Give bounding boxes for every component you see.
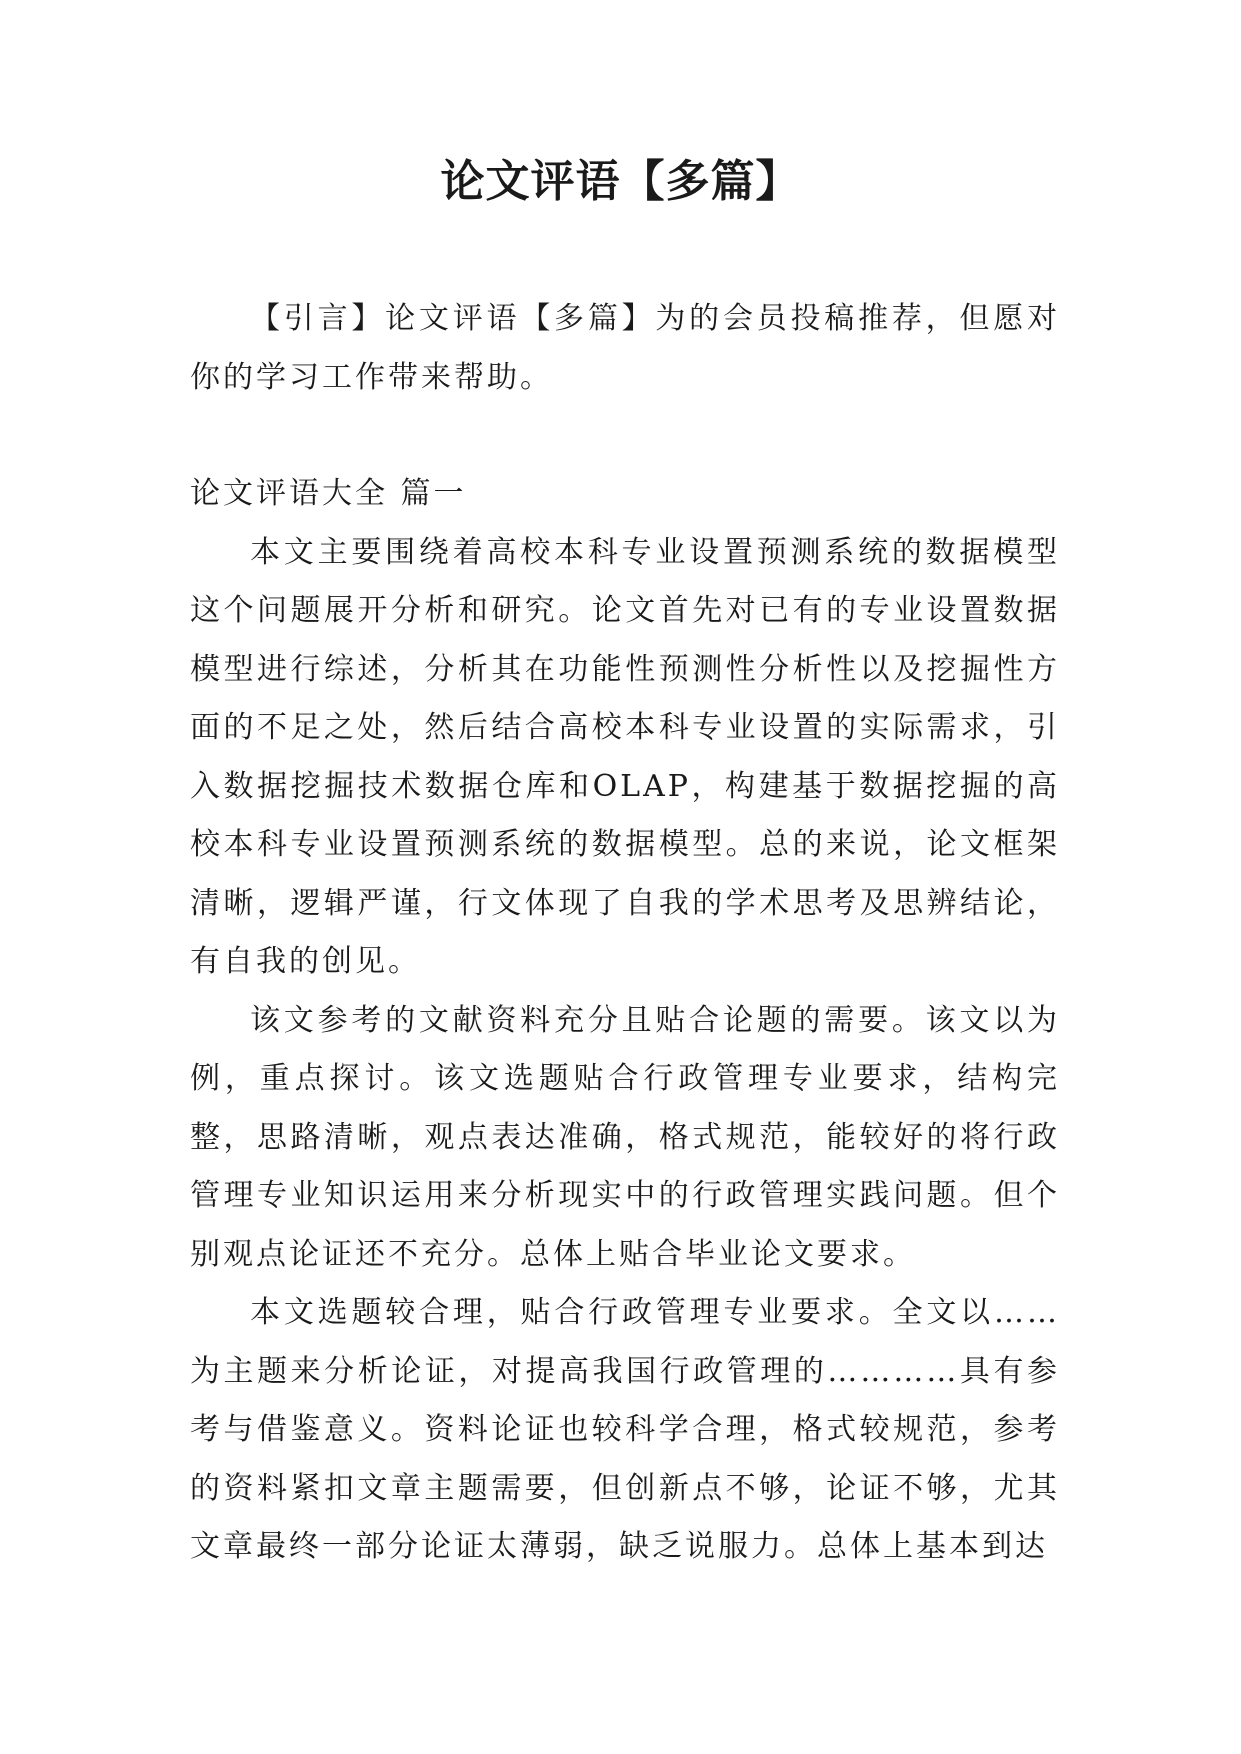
body-paragraph: 本文选题较合理，贴合行政管理专业要求。全文以……为主题来分析论证，对提高我国行政管理的…………具有参考与借鉴意义。资料论证也较科学合理，格式较规范，参考的资料紧扣文章主题需要，但创新点不够，论证不够，尤其文章最终一部分论证太薄弱，缺乏说服力。总体上基本到达 [190, 1295, 1060, 1564]
document-title: 论文评语【多篇】 [440, 156, 801, 207]
document-body [190, 290, 1060, 1577]
body-paragraph: 本文主要围绕着高校本科专业设置预测系统的数据模型这个问题展开分析和研究。论文首先对已有的专业设置数据模型进行综述，分析其在功能性预测性分析性以及挖掘性方面的不足之处，然后结合高校本科专业设置的实际需求，引入数据挖掘技术数据仓库和OLAP，构建基于数据挖掘的高校本科专业设置预测系统的数据模型。总的来说，论文框架清晰，逻辑严谨，行文体现了自我的学术思考及思辨结论，有自我的创见。 [190, 534, 1060, 979]
section-heading: 论文评语大全 篇一 [190, 476, 467, 511]
body-paragraph: 该文参考的文献资料充分且贴合论题的需要。该文以为例，重点探讨。该文选题贴合行政管理专业要求，结构完整，思路清晰，观点表达准确，格式规范，能较好的将行政管理专业知识运用来分析现实中的行政管理实践问题。但个别观点论证还不充分。总体上贴合毕业论文要求。 [190, 1002, 1060, 1272]
intro-paragraph: 【引言】论文评语【多篇】为的会员投稿推荐，但愿对你的学习工作带来帮助。 [190, 301, 1060, 395]
